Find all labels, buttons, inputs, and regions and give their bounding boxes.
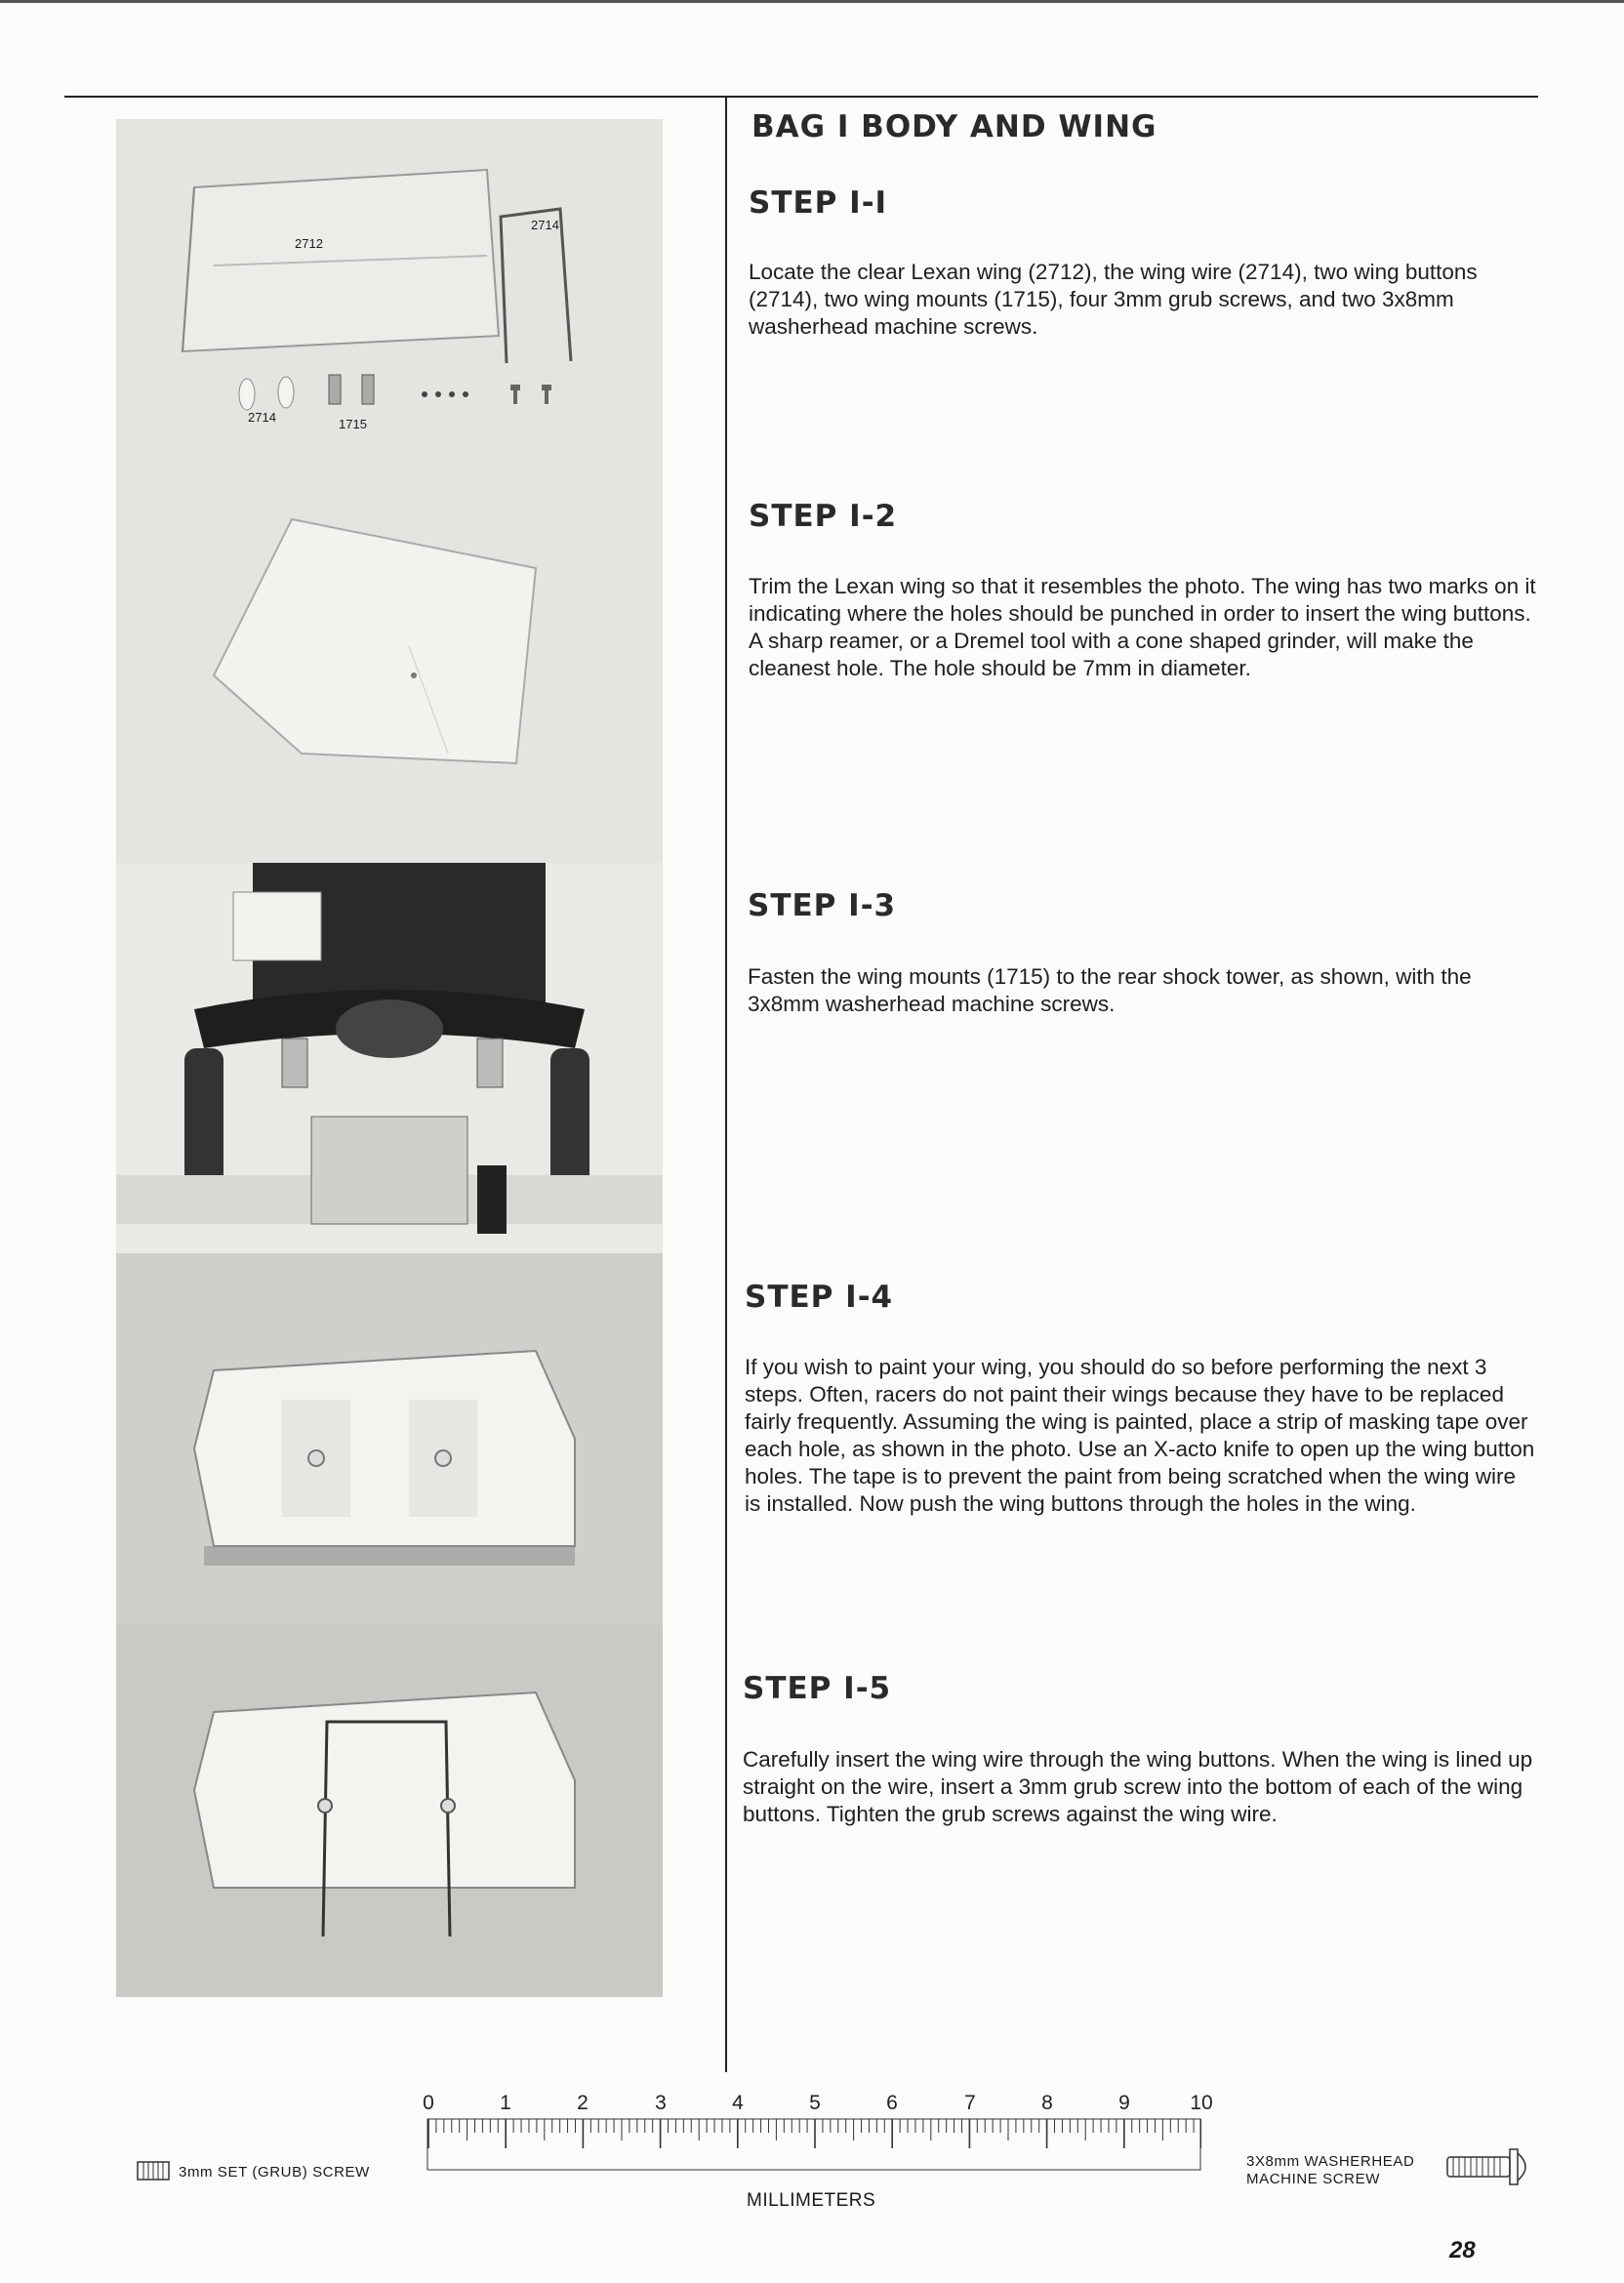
step-text-3: Fasten the wing mounts (1715) to the rear shock tower, as shown, with the 3x8mm washerhead machine screws. xyxy=(748,964,1472,1016)
label-wing-part: 2712 xyxy=(295,236,323,251)
ruler-number-8: 8 xyxy=(1041,2092,1053,2114)
photo-step-1-5 xyxy=(116,1624,663,1997)
ruler-number-9: 9 xyxy=(1118,2092,1130,2114)
washerhead-screw-icon xyxy=(1443,2145,1541,2188)
header-rule xyxy=(64,96,1538,98)
photo-step-1-3 xyxy=(116,863,663,1253)
ruler-number-5: 5 xyxy=(809,2092,821,2114)
ruler-number-7: 7 xyxy=(964,2092,976,2114)
column-divider xyxy=(725,96,727,2072)
washerhead-label-line2: MACHINE SCREW xyxy=(1246,2171,1380,2187)
ruler-outline xyxy=(427,2119,1200,2170)
ruler-number-3: 3 xyxy=(655,2092,667,2114)
millimeter-ruler xyxy=(426,2118,1201,2171)
label-mounts-part: 1715 xyxy=(339,417,367,431)
grub-screw-label: 3mm SET (GRUB) SCREW xyxy=(179,2164,370,2181)
shock-tower-illustration xyxy=(116,863,663,1253)
step-text-5: Carefully insert the wing wire through the wing buttons. When the wing is lined up straight on the wire, insert a 3mm grub screw into the bottom of each of the wing buttons. Tighten the grub screws against the wing wire. xyxy=(743,1747,1533,1826)
step-title-3: STEP I-3 xyxy=(748,888,897,923)
step-title-2: STEP I-2 xyxy=(749,499,898,534)
ruler-label: MILLIMETERS xyxy=(747,2190,876,2211)
step-title-5: STEP I-5 xyxy=(743,1671,892,1706)
label-buttons-part: 2714 xyxy=(248,410,276,425)
photo-step-1-4 xyxy=(116,1253,663,1624)
top-edge-line xyxy=(0,0,1624,3)
section-title: BAG I BODY AND WING xyxy=(751,109,1157,144)
ruler-number-0: 0 xyxy=(423,2092,434,2114)
ruler-number-2: 2 xyxy=(577,2092,589,2114)
photo-step-1-1 xyxy=(116,119,663,490)
ruler-number-4: 4 xyxy=(732,2092,744,2114)
parts-illustration xyxy=(116,119,663,490)
wing-tape-illustration xyxy=(116,1253,663,1624)
grub-screw-icon xyxy=(137,2159,172,2182)
step-title-4: STEP I-4 xyxy=(745,1280,894,1315)
trimmed-wing-illustration xyxy=(116,490,663,863)
wing-wire-illustration xyxy=(116,1624,663,1997)
page-number: 28 xyxy=(1449,2237,1476,2263)
ruler-number-10: 10 xyxy=(1190,2092,1213,2114)
ruler-number-1: 1 xyxy=(500,2092,511,2114)
step-text-2: Trim the Lexan wing so that it resembles the photo. The wing has two marks on it indicating where the holes should be punched in order to insert the wing buttons. A sharp reamer, or a Dremel tool with a cone shaped grinder, will make the cleanest hole. The hole should be 7mm in diameter. xyxy=(749,574,1536,680)
washerhead-screw-label xyxy=(1246,2153,1414,2188)
ruler-number-6: 6 xyxy=(886,2092,898,2114)
washerhead-label-line1: 3X8mm WASHERHEAD xyxy=(1246,2153,1415,2170)
step-text-4: If you wish to paint your wing, you should do so before performing the next 3 steps. Often, racers do not paint their wings because they have to be replaced fairly frequently. Assuming the wing is painted, place a strip of masking tape over each hole, as shown in the photo. Use an X-acto knife to open up the wing button holes. The tape is to prevent the paint from being scratched when the wing wire is installed. Now push the wing buttons through the holes in the wing. xyxy=(745,1355,1535,1516)
step-title-1: STEP I-I xyxy=(749,185,888,221)
label-wire-part: 2714 xyxy=(531,218,559,232)
photo-step-1-2 xyxy=(116,490,663,863)
step-text-1: Locate the clear Lexan wing (2712), the wing wire (2714), two wing buttons (2714), two wing mounts (1715), four 3mm grub screws, and two 3x8mm washerhead machine screws. xyxy=(749,260,1478,339)
